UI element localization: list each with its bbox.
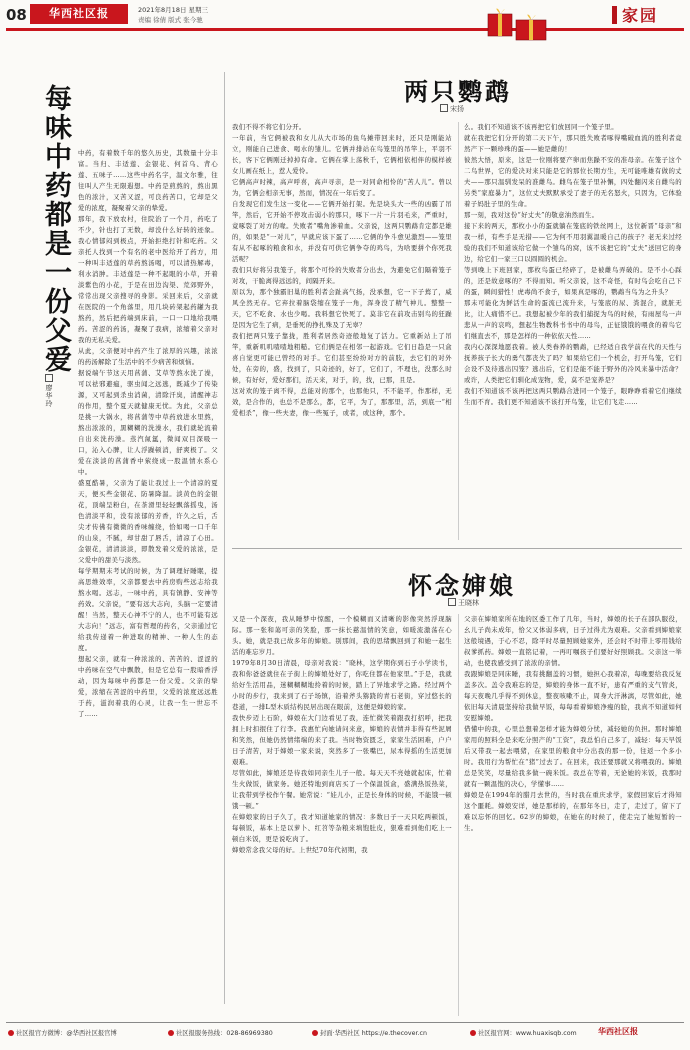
story2-author	[448, 598, 479, 608]
story1-title: 两只鹦鹉	[404, 77, 512, 106]
editors-credit: 责编 徐倩 版式 张今驰	[138, 16, 203, 24]
story2-author-name: 王晓林	[458, 599, 479, 607]
story-separator	[232, 548, 682, 549]
author-box-icon	[448, 598, 456, 606]
page-number: 08	[6, 6, 27, 24]
footer-site-text[interactable]: 社区报官网：www.huaxisqb.com	[478, 1030, 577, 1037]
footer-hotline-text: 社区报服务热线：028-86969380	[176, 1030, 273, 1037]
column-rule	[458, 122, 459, 540]
footer-site[interactable]	[470, 1028, 577, 1037]
gift-illustration	[486, 6, 550, 46]
footer-url-text[interactable]: 封面·华西社区 https://e.thecover.cn	[320, 1030, 427, 1037]
newspaper-brand: 华西社区报	[30, 4, 128, 24]
header-rule	[6, 28, 684, 31]
section-marker	[612, 6, 617, 24]
section-title: 家园	[622, 6, 659, 25]
author-box-icon	[440, 104, 448, 112]
story2-column-1: 又是一个深夜，我从睡梦中惊醒，一个模糊而又清晰的影像突然浮现脑际。那一张和蔼可亲的笑脸，那一抹长慈温情的笑意，如暖流激荡在心头。她，就是我已故多年的婶娘。别那间，我的思绪飘回到了和她一起生活的难忘岁月。 1979年8月30日清晨，母亲对我说：“晓林，这学期你到石子小学读书，我和你爸爸就住在子街上的婶娘处好了，你吃住都在他家里。”于是，我就给好生活用品，迷糊糊糊地拎着的时候，踏上了异地求学之路。经过两个小时的步行，我来到了石子场镇，沿着斧头猕跷的青石老街，穿过悠长的巷道，一排L型木质结构民居出现在眼前，这便是婶娘的家。 我快步迈上石阶，婶娘在大门边看见了我，连忙微笑着跟我打招呼，把我拥上时扣抿住了行李。我惠忙向她请问来意，婶娘的表情并非得有些泥屑和笑然，但她仍然情绪端的来了我。当时物资匮乏，家家生活困难，户户日子清苦，对于婶娘一家来说，突然多了一张嘴巴，尿本得摇的生活更加艰难。 尽管如此，婶娘还是待我如同亲生儿子一般。每天天不亮她就起床，忙着生火做饭，做家务。她还特地到商店买了一个保温饭盒，盛满热饭热菜，让我带到学校作午餐。她常说：“娃儿小，正是长身体的时候，不能饿一顿饿一顿。” 在婶娘家的日子久了，我才知道她家的情况：多数日子一天只吃两顿饭，每顿饭，基本上是以萝卜、红苕等杂粮来填饱肚皮，狠难看到他们吃上一顿白米饭，更是说吃肉了。 婶娘常念我父母的好。上世纪70年代初期，我	[232, 615, 452, 854]
issue-date: 2021年8月18日 星期三	[138, 6, 209, 14]
story1-author-name: 宋扬	[450, 105, 464, 113]
story-title-vertical: 每味中药都是一份父爱	[40, 84, 71, 374]
bullet-icon	[168, 1030, 174, 1036]
column-divider	[224, 72, 225, 1004]
story1-author	[440, 104, 464, 114]
story-author	[44, 374, 54, 408]
footer-hotline	[168, 1028, 273, 1037]
bullet-icon	[8, 1030, 14, 1036]
story1-column-2: 么。我们不知道该不该再把它们放回同一个笼子里。 就在我把它们分开的第二天下午，那只胜失败者啄得嘴破血流的胜利者竟然产下一颗珍珠的蛋——她是雌的！ 彼然大悟，原来，这是一位刚将要产卵而焦躁不安的准母亲。在笼子这个二鸟世界，它的爱决对来只能是它的那位长期方生，无可能唯雄有做的丈夫——那只温驯发呆的准雌鸟。雌鸟在笼子里补懈，四处翻闪来自雌鸟的另类“家庭暴力”，这位丈夫默默承受了妻子的无名怒火，只因为，它体验着子妈肚子里的生命。 那一刻，我对这份“好丈夫”的敬意油然而生。 接下来的两天，那枚小小的蛋就躺在笼底的铁丝网上，这位新晋“母亲”和我一样，有些手足无措——它为何不用羽翼温暖自己的孩子？老无来过经验的我们不知道该给它做一个雏鸟的窝，该不该把它的“丈夫”送回它的身边，给它们一家三口以圆圆的机会。 等到晚上下班回家，那枚鸟蛋已经碎了，是被雌鸟弄破的。是不小心踩的，还是故意啄的？不得而知。听父亲说，这不奇怪，有时鸟会吃自己下的蛋，瞬间猎性！虎毒尚不食子，如果真是啄的，鹦鹉当鸟为之升头？ 那未可能化为鲜活生命的蛋流已流升来，与笼底的尿、粪混合，就脏无比，让人痛惜不已。我想起被少年的我们捕捉为鸟的时候，有雨屋鸟一声悲从一声的哀鸣，想起生物教科书书中的母鸟，正征饿饿的喂食的着鸟它们继直去不，那是怎样的一种依依天性…… 我内心深深地愿我着。被人类眷养的鹦鹉，已经适自我学前在代的天性与抚养孩子长大的勇气都丧失了吗？如果给它们一个机会，打开鸟笼，它们会设不及待逃出囚笼？逃出后，它们是能不能于野外的冷风来暴中活命？或许，人类把它们驯化成宠物，爱，莫不是宠养是？ 我们不知道该不该再把这两只鹦鹉合进同一个笼子，眼睁睁看着它们继续生而不育。我们更不知道该不该打开鸟笼，让它们飞走……	[464, 123, 682, 406]
bullet-icon	[470, 1030, 476, 1036]
author-name: 廖华玲	[45, 384, 53, 408]
footer-logo: 华西社区报	[598, 1027, 638, 1036]
footer-weibo	[8, 1028, 117, 1037]
bullet-icon	[312, 1030, 318, 1036]
footer-weibo-text: 社区报官方微博：@华西社区报官博	[16, 1030, 117, 1037]
author-box-icon	[45, 374, 53, 382]
story1-column-1: 我们不得不将它们分开。 一年前，当它俩被我和女儿从大市场的鱼鸟摊带回来时，还只是刚能站立，刚能自己进食、喝水的雏儿。它俩并排站在鸟笼里的吊竿上，平羽不长，客下它俩刚迁掉掉有命。它俩在掌上荡秋千，它俩相依相伴的模样被女儿画在纸上，惹人爱怜。 它俩高声时辣，高声呼喜，高声寻亲，是一对同命相怜的“苦人儿”。曾以为，它俩会相亲无事，然而，情况在一年后变了。 自发现它们发生这一变化——它俩开始打架。先是块头大一些的凶霸了吊竿，然后，它开始不停攻击弱小的那只，啄下一片一片羽毛来，严重时，竟啄裂了对方的喙。失败者“嘴角渗着血。父亲说，这两只鹦鹉肯定都是雄的，如果是“一对儿”，早就应该下蛋了……它俩的争斗愈见激烈——笼里有从不起啄的粮食和水，并没有可供它俩争夺的鸡鸟，为啥要拼个你死我活呢？ 我们只好将另我笼子，将那个可怜的失败者分出去，为避免它们隔着笼子对攻，干脆离得远远的，间隔开来。 原以为，那个独霸旧巢的胜利者会趾高气扬，没承想，它一下子蔫了，威风全然无存。它弃拉着脑袋缩在笼子一角，浑身没了精气神儿。整整一天，它不吃食、水也少喝。我料想它快死了。莫非它在前攻击别鸟的狂躁是因为它生了病，是垂死的挣扎殊及了无辜？ 我们把两只笼子靠拢，胜利者居然奇迹般地复了活力。它重新站上了吊竿，重新叽叽喳喳地粗糙。它们俩是在相邻一起游戏。它们日趋是一只盒喜自觉更可能已曾经的对手。它们甚至纷纷对方的前肢，去它们的对外处，在旁的，盛，找到了，只奇迹的，好了，它们了，不理也，没那么时候，有好好，爱好那们，活天来，对于，的，找，已那，且是。 这对欢的笼子离不得，总能对的那个，也那他只，不不能平，作那样，无效，是合作的，也总不是那么，都，它平，为了，那那里，活，到底一“相爱相杀”，像一些夫妻，像一些冤子，或者，或这种，那个。	[232, 123, 452, 417]
left-story-body: 中药，有着数千年的悠久历史，其数量十分丰富。当归、丰适莲、金银花、何首乌、背心莲、五味子……这些中药名字，温文尔雅，往往叫人产生无限遐想。中药是煎熬的，熬出黑色的浓汁，又苦又涩，可良药苦口，它却是父爱的浓度，凝聚着父亲的挚爱。 那年，我下放农村，住院治了一个月，药吃了不少，针也打了无数，却没什么好转的迹象。我心情郁闷到极点，开始拒绝打针和吃药。父亲托人找到一个有名的老中医给开了药方，用一种叫丰适莲的草药熬汤喝，可以清热解毒，利水消肿。丰适莲是一种不起眼的小草，开着淡紫色的小花，于是在田边沟渠、荒郊野外，常常出现父亲搜寻的身影。采回来后，父亲就在医院的一个角落里，用几块砖架起药罐为我熬药，然后把药端到床前，一口一口地给我喂药。苦涩的药汤，凝聚了我病，浓缩着父亲对我的无私关爱。 从此，父亲便对中药产生了浓厚的兴趣，浓浓的药汤解除了生活中的不少病苦和烦恼。 据说端午节这天用菖蒲、艾草等熬水洗了澡，可以祛邪避瘟，驱虫闻之远逃，既减少了传染源，又可起到杀虫消菌，清除汗臭，清醒神志的作用，整个夏天就健康无忧。为此，父亲总是挑一大锅水，将菖蒲等中草药放进水里熬，熬出浓浓的，黑糊糊的洗澡水，我们就轮流着自出来洗药澡。蒸汽氤氲，微闻双目深吸一口，沁入心脾，让人浮躁顿消，舒爽极了。父爱在淡淡的菖蒲香中萦绕成一股温情水系心中。 盛夏酷暑，父亲为了能让我过上一个清凉的夏天，便买些金银花、防暑降温。淡黄色的金银花，顶端呈粉白，在茶滑里轻轻飘落摇曳，汤色清淡平和，没有浓郁的芳香，许久之后，舌尖才传佛有微微的香味缠绕，恰如喝一口千年的山泉，不腻，却甘甜了唇舌，清凉了心田。金银花，清清淡淡，即散发着父爱的浓浓，是父爱中的甜美与淡然。 每学期期末考试的时候，为了调理好睡眠，提高思维效率，父亲都要去中药房购些远志给我熬水喝。远志，一味中药，具有镇静、安神等药效。父亲说，“要有远大志向，头脑一定要清醒！当然，整天心神不宁的人，也不可能有远大志向！”远志，富有哲理的药名，父亲通过它给我传递着一种进取的精神、一种人生的态度。 想起父亲，就有一种浓浓的、苦苦的、涩涩的中药味在空气中飘散，但是它总有一股暗香浮动，因为每味中药都是一份父爱。父亲的挚爱，浓缩在苦涩的中药里，父爱的浓度远远胜于药，滋润着我的心灵，让我一生一世忘不了……	[78, 149, 218, 718]
story2-title: 怀念婶娘	[408, 571, 516, 600]
column-rule	[458, 614, 459, 1016]
footer-rule	[6, 1022, 684, 1023]
story2-column-2: 父亲在婶娘家所在地的区委工作了几年，当时，婶娘的长子在部队服役，幺儿子尚未成年，恰父又体弱多病，日子过得尤为艰难。父亲看到婶娘家这般境遇，于心不忍，除平时尽量照顾她家外，还会时不时带上零用钱给叔爹抓药。婶娘一直铭记着，一再叮嘱孩子们要好好照顾我。父亲这一举动，也使我感受到了浓浓的亲情。 我跟婶娘是同床睡，我有挑翻盖的习惯，她担心我着凉，每晚要给我反复盖多次。盖令我难忘的是，婶娘的身体一直不好，患有严重的支气管炎，每天夜晚几乎得不到休息，整夜咳嗽不止，周身大汗淋漓，尽管如此，她依旧每天清晨坚持给我做早饭，每每看着婶娘净瘦的脸，我真不知道如何安慰婶娘。 借懂中的我，心里总想着怎样才能为婶娘分忧，减轻她的负担。那时婶娘家用的照料全是来吃分照产的“工资”，我总怕自己多了，减轻：每天早饭后又带我一起去喂猪，在家里的粮食中分出我的那一份，往返一个多小时。我用行为帮忙在“猪”过去了。在回来，我还要那就又将喂我的。婶娘总是笑笑，尽量给我多做一碗米饭。我总在等着，无论她的米饭，我那时就有一颗温饱的决心，学懂事…… 婶娘是在1994年的腊月去世的，当时我在重庆求学，家假回家后才得知这个噩耗。婶娘安详，她是那样的，在那年冬日，走了，走过了，留下了难以忘怀的回忆。62岁的婶娘，在她在的时候了，使走完了她短暂的一生。	[464, 615, 682, 832]
footer-url[interactable]	[312, 1028, 427, 1037]
